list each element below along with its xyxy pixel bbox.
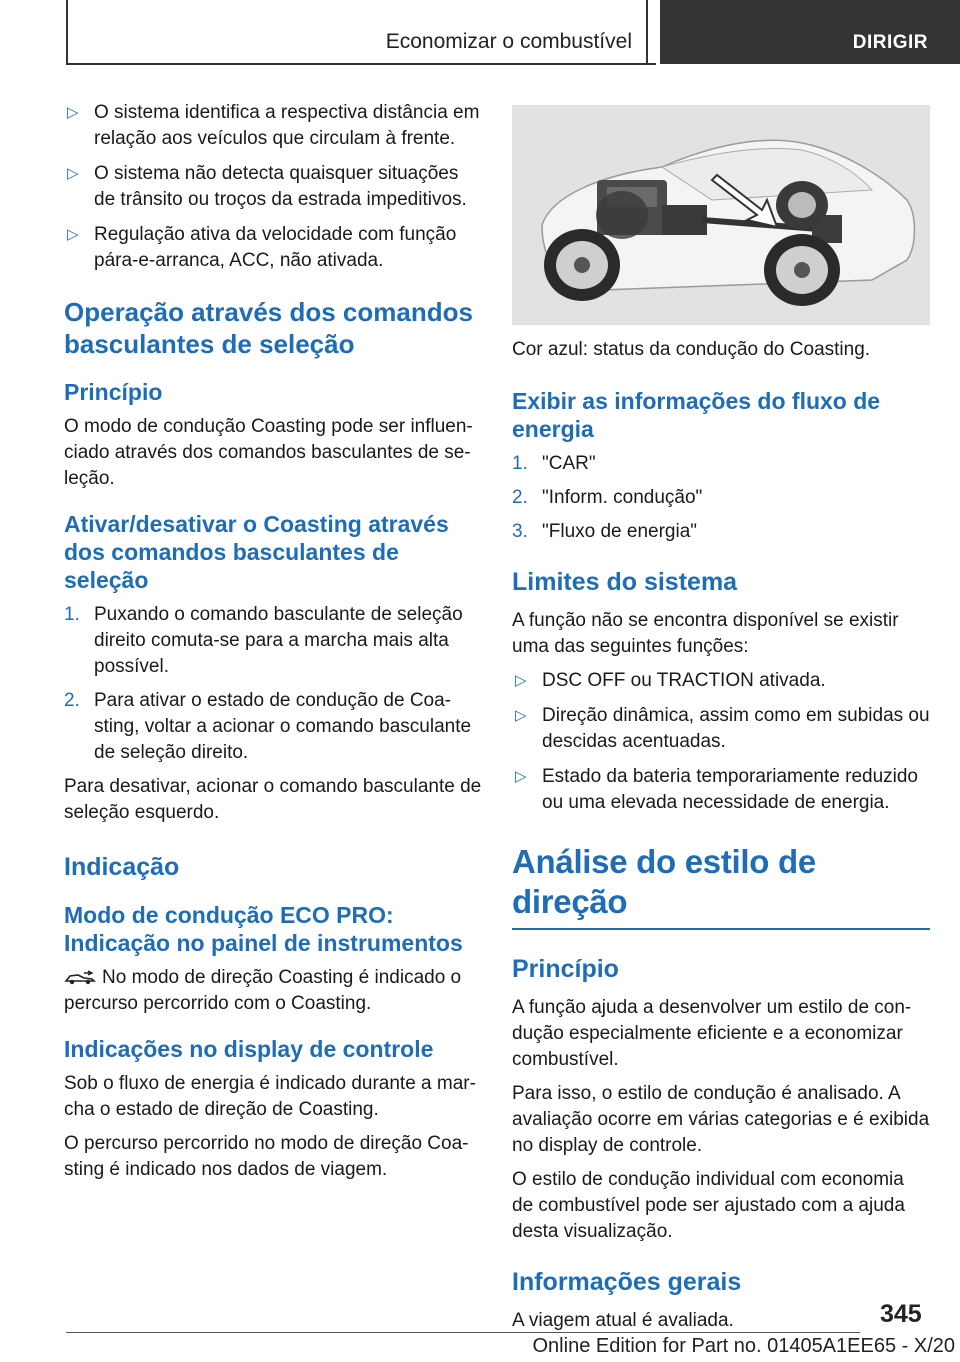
step-number: 2. bbox=[64, 690, 80, 711]
step-number: 3. bbox=[512, 521, 528, 542]
triangle-bullet-icon: ▷ bbox=[67, 165, 79, 182]
paragraph-display-1: Sob o fluxo de energia é indicado durante a mar-cha o estado de direção de Coasting. bbox=[64, 1073, 476, 1120]
header-section-title bbox=[66, 0, 648, 64]
heading-exibir: Exibir as informações do fluxo de energia bbox=[512, 388, 881, 442]
car-illustration bbox=[512, 105, 930, 325]
bullet-list bbox=[64, 100, 482, 274]
page-number: 345 bbox=[880, 1300, 922, 1328]
chapter-title-text: DIRIGIR bbox=[852, 32, 928, 53]
list-item bbox=[512, 519, 930, 545]
step-text: Para ativar o estado de condução de Coa-sting, voltar a acionar o comando basculante de seleção direito. bbox=[94, 690, 472, 763]
paragraph-principio: O modo de condução Coasting pode ser influen-ciado através dos comandos basculantes de se-leção. bbox=[64, 416, 473, 489]
list-item-text: DSC OFF ou TRACTION ativada. bbox=[542, 670, 826, 691]
list-item bbox=[512, 703, 930, 755]
triangle-bullet-icon: ▷ bbox=[515, 672, 527, 689]
step-number: 1. bbox=[512, 453, 528, 474]
paragraph-principio-3: O estilo de condução individual com economia de combustível pode ser ajustado com a ajuda desta visualização. bbox=[512, 1169, 905, 1242]
heading-principio-right: Princípio bbox=[512, 955, 619, 983]
right-column bbox=[512, 105, 930, 1342]
heading-gerais: Informações gerais bbox=[512, 1268, 742, 1296]
list-item bbox=[64, 602, 482, 680]
triangle-bullet-icon: ▷ bbox=[515, 768, 527, 785]
steps-list bbox=[64, 602, 482, 766]
list-item-text: O sistema identifica a respectiva distância em relação aos veículos que circulam à frente. bbox=[94, 102, 480, 149]
list-item bbox=[512, 668, 930, 694]
footer-rule bbox=[66, 1332, 860, 1333]
header-chapter-tab[interactable] bbox=[660, 0, 960, 64]
step-text: "CAR" bbox=[542, 453, 596, 474]
section-title-text: Economizar o combustível bbox=[385, 30, 632, 53]
car-drivetrain-figure bbox=[512, 105, 930, 325]
list-item bbox=[64, 100, 482, 152]
paragraph-principio-1: A função ajuda a desenvolver um estilo de con-dução especialmente eficiente e a economizar combustível. bbox=[512, 997, 912, 1070]
heading-limites: Limites do sistema bbox=[512, 568, 738, 596]
steps-list bbox=[512, 451, 930, 545]
paragraph-gerais: A viagem atual é avaliada. bbox=[512, 1310, 734, 1331]
paragraph-modo-text: No modo de direção Coasting é indicado o percurso percorrido com o Coasting. bbox=[64, 967, 462, 1014]
list-item-text: Regulação ativa da velocidade com função pára-e-arranca, ACC, não ativada. bbox=[94, 224, 457, 271]
paragraph-limites: A função não se encontra disponível se existir uma das seguintes funções: bbox=[512, 610, 899, 657]
list-item-text: Direção dinâmica, assim como em subidas ou descidas acentuadas. bbox=[542, 705, 930, 752]
bullet-list bbox=[512, 668, 930, 816]
step-text: "Inform. condução" bbox=[542, 487, 703, 508]
heading-analise: Análise do estilo de direção bbox=[512, 842, 930, 930]
heading-display: Indicações no display de controle bbox=[64, 1036, 434, 1062]
step-text: "Fluxo de energia" bbox=[542, 521, 698, 542]
paragraph-display-2: O percurso percorrido no modo de direção Coa-sting é indicado nos dados de viagem. bbox=[64, 1133, 469, 1180]
step-text: Puxando o comando basculante de seleção direito comuta-se para a marcha mais alta possível. bbox=[94, 604, 463, 677]
heading-operacao: Operação através dos comandos basculantes de seleção bbox=[64, 297, 473, 359]
triangle-bullet-icon: ▷ bbox=[67, 226, 79, 243]
heading-ativar: Ativar/desativar o Coasting através dos comandos basculantes de seleção bbox=[64, 511, 449, 593]
list-item bbox=[64, 161, 482, 213]
list-item bbox=[512, 485, 930, 511]
footer-edition: Online Edition for Part no. 01405A1EE65 - X/20 bbox=[532, 1335, 955, 1357]
paragraph-principio-2: Para isso, o estilo de condução é analisado. A avaliação ocorre em várias categorias e é exibida no display de controle. bbox=[512, 1083, 930, 1156]
list-item-text: Estado da bateria temporariamente reduzido ou uma elevada necessidade de energia. bbox=[542, 766, 919, 813]
list-item bbox=[512, 764, 930, 816]
triangle-bullet-icon: ▷ bbox=[67, 104, 79, 121]
paragraph-modo bbox=[64, 965, 482, 1017]
triangle-bullet-icon: ▷ bbox=[515, 707, 527, 724]
heading-modo-eco-pro: Modo de condução ECO PRO: Indicação no painel de instrumentos bbox=[64, 902, 463, 956]
list-item bbox=[512, 451, 930, 477]
list-item-text: O sistema não detecta quaisquer situações de trânsito ou troços da estrada impeditivos. bbox=[94, 163, 467, 210]
step-number: 2. bbox=[512, 487, 528, 508]
heading-principio: Princípio bbox=[64, 379, 163, 405]
coasting-car-icon bbox=[64, 970, 96, 986]
list-item bbox=[64, 222, 482, 274]
heading-indicacao: Indicação bbox=[64, 853, 180, 881]
list-item bbox=[64, 688, 482, 766]
step-number: 1. bbox=[64, 604, 80, 625]
paragraph-desativar: Para desativar, acionar o comando basculante de seleção esquerdo. bbox=[64, 776, 482, 823]
figure-caption: Cor azul: status da condução do Coasting. bbox=[512, 339, 871, 360]
left-column bbox=[64, 100, 482, 1191]
